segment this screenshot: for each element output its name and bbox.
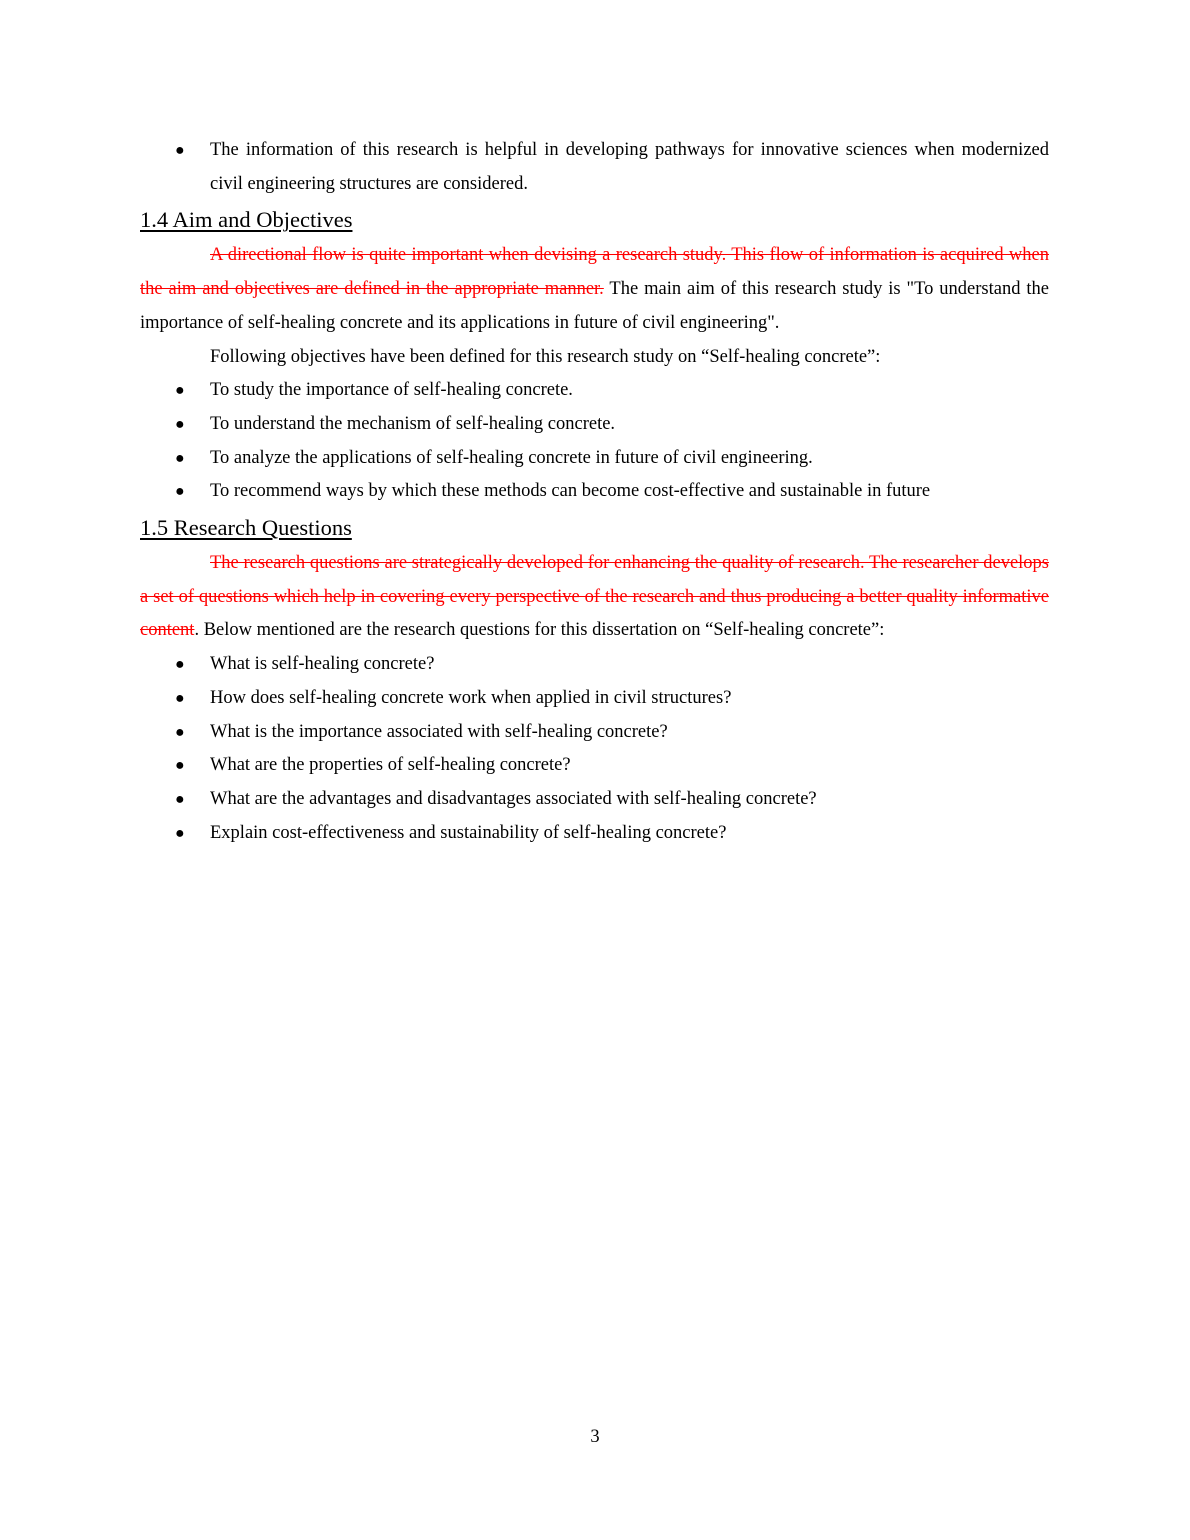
list-item <box>140 817 1049 851</box>
paragraph-text: . Below mentioned are the research questions for this dissertation on “Self-healing concrete”: <box>194 620 885 641</box>
list-item-text: Explain cost-effectiveness and sustainability of self-healing concrete? <box>210 822 727 843</box>
list-item-text: What is the importance associated with self-healing concrete? <box>210 721 668 742</box>
list-item <box>140 442 1049 476</box>
bullet-icon: ● <box>175 757 185 775</box>
list-item-text: What are the advantages and disadvantages associated with self-healing concrete? <box>210 788 817 809</box>
list-item <box>140 682 1049 716</box>
list-item-text: The information of this research is helpful in developing pathways for innovative sciences when modernized civil engineering structures are considered. <box>210 140 1049 194</box>
questions-list <box>140 648 1049 850</box>
list-item-text: To understand the mechanism of self-healing concrete. <box>210 413 616 434</box>
list-item <box>140 783 1049 817</box>
bullet-icon: ● <box>175 689 185 707</box>
list-item <box>140 134 1049 201</box>
list-item <box>140 374 1049 408</box>
bullet-icon: ● <box>175 382 185 400</box>
page-content <box>140 134 1049 850</box>
bullet-icon: ● <box>175 824 185 842</box>
list-item <box>140 749 1049 783</box>
list-item-text: What is self-healing concrete? <box>210 654 435 675</box>
list-item-text: To analyze the applications of self-healing concrete in future of civil engineering. <box>210 447 813 468</box>
list-item-text: To study the importance of self-healing concrete. <box>210 380 573 401</box>
list-item <box>140 648 1049 682</box>
list-item <box>140 716 1049 750</box>
paragraph-text: The main aim of this research study is "To understand the importance of self-healing concrete and its applications in future of civil engineering". <box>140 279 1049 333</box>
list-item-text: How does self-healing concrete work when applied in civil structures? <box>210 687 732 708</box>
list-item-text: To recommend ways by which these methods can become cost-effective and sustainable in future <box>210 481 931 502</box>
bullet-icon: ● <box>175 449 185 467</box>
questions-paragraph <box>140 547 1049 648</box>
objectives-intro: Following objectives have been defined for this research study on “Self-healing concrete”: <box>210 346 881 367</box>
tracked-deletion: The research questions are strategically developed for enhancing the quality of research. The researcher develops a set of questions which help in covering every perspective of the research and thus producing a better quality informative content <box>140 553 1049 641</box>
list-item <box>140 475 1049 509</box>
bullet-icon: ● <box>175 483 185 501</box>
tracked-deletion: A directional flow is quite important when devising a research study. This flow of information is acquired when the aim and objectives are defined in the appropriate manner. <box>140 245 1049 300</box>
list-item <box>140 408 1049 442</box>
bullet-icon: ● <box>175 656 185 674</box>
bullet-icon: ● <box>175 723 185 741</box>
bullet-icon: ● <box>175 142 185 159</box>
bullet-icon: ● <box>175 415 185 433</box>
section-heading-aim: 1.4 Aim and Objectives <box>140 207 353 233</box>
objectives-list <box>140 374 1049 509</box>
bullet-icon: ● <box>175 790 185 808</box>
page-number: 3 <box>590 1427 600 1447</box>
section-heading-questions: 1.5 Research Questions <box>140 515 352 541</box>
intro-bullet-list <box>140 134 1049 201</box>
aim-paragraph <box>140 239 1049 340</box>
list-item-text: What are the properties of self-healing concrete? <box>210 755 571 776</box>
